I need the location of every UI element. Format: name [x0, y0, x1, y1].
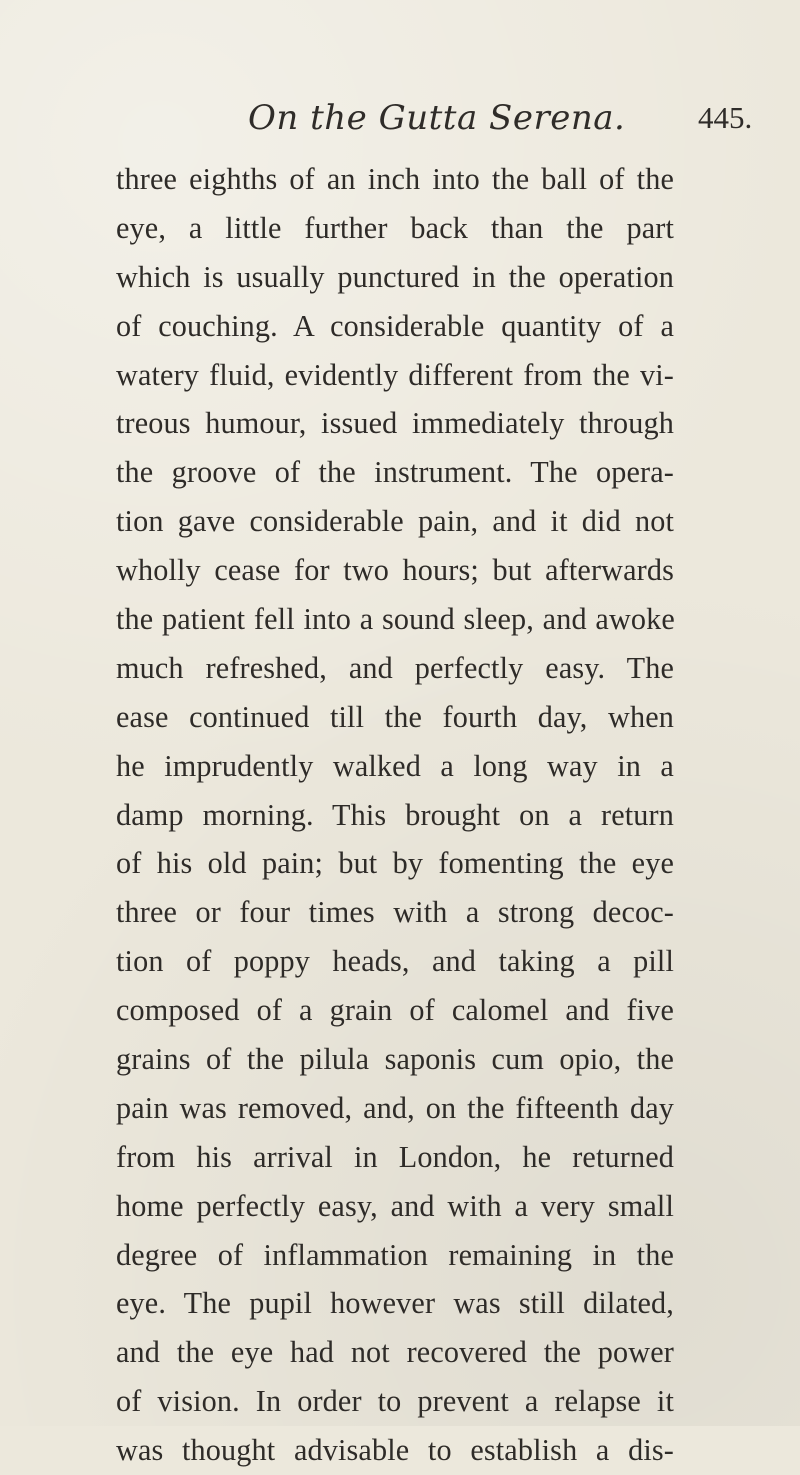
- text-line-8: tion gave considerable pain, and it did not: [116, 504, 674, 539]
- text-line-17: tion of poppy heads, and taking a pill: [116, 944, 674, 979]
- text-line-2: eye, a little further back than the part: [116, 210, 674, 245]
- text-line-1: three eighths of an inch into the ball of the: [116, 162, 674, 196]
- text-line-27: was thought advisable to establish a dis-: [116, 1433, 674, 1468]
- text-line-11: much refreshed, and perfectly easy. The: [116, 650, 674, 685]
- text-line-21: from his arrival in London, he returned: [116, 1139, 674, 1174]
- text-line-18: composed of a grain of calomel and five: [116, 993, 674, 1028]
- body-text: [116, 155, 674, 1475]
- running-title: On the Gutta Serena.: [248, 98, 626, 138]
- text-line-25: and the eye had not recovered the power: [116, 1335, 674, 1370]
- page-header: [0, 98, 800, 148]
- text-line-10: the patient fell into a sound sleep, and awoke: [116, 602, 675, 637]
- text-line-9: wholly cease for two hours; but afterwards: [116, 553, 674, 588]
- page-number: 445.: [698, 100, 753, 135]
- text-line-16: three or four times with a strong decoc-: [116, 895, 674, 930]
- text-line-26: of vision. In order to prevent a relapse it: [116, 1384, 674, 1419]
- text-line-6: treous humour, issued immediately through: [116, 406, 674, 441]
- text-line-3: which is usually punctured in the operation: [116, 259, 674, 294]
- text-line-13: he imprudently walked a long way in a: [116, 748, 674, 783]
- text-line-12: ease continued till the fourth day, when: [116, 699, 674, 734]
- text-line-15: of his old pain; but by fomenting the eye: [116, 846, 674, 881]
- text-line-19: grains of the pilula saponis cum opio, the: [116, 1042, 674, 1077]
- text-line-7: the groove of the instrument. The opera-: [116, 455, 674, 490]
- text-line-22: home perfectly easy, and with a very small: [116, 1188, 674, 1223]
- text-line-23: degree of inflammation remaining in the: [116, 1237, 674, 1272]
- text-line-4: of couching. A considerable quantity of a: [116, 308, 674, 343]
- text-line-20: pain was removed, and, on the fifteenth day: [116, 1090, 674, 1125]
- text-line-24: eye. The pupil however was still dilated,: [116, 1286, 674, 1321]
- text-line-14: damp morning. This brought on a return: [116, 797, 674, 832]
- text-line-5: watery fluid, evidently different from the vi-: [116, 357, 674, 392]
